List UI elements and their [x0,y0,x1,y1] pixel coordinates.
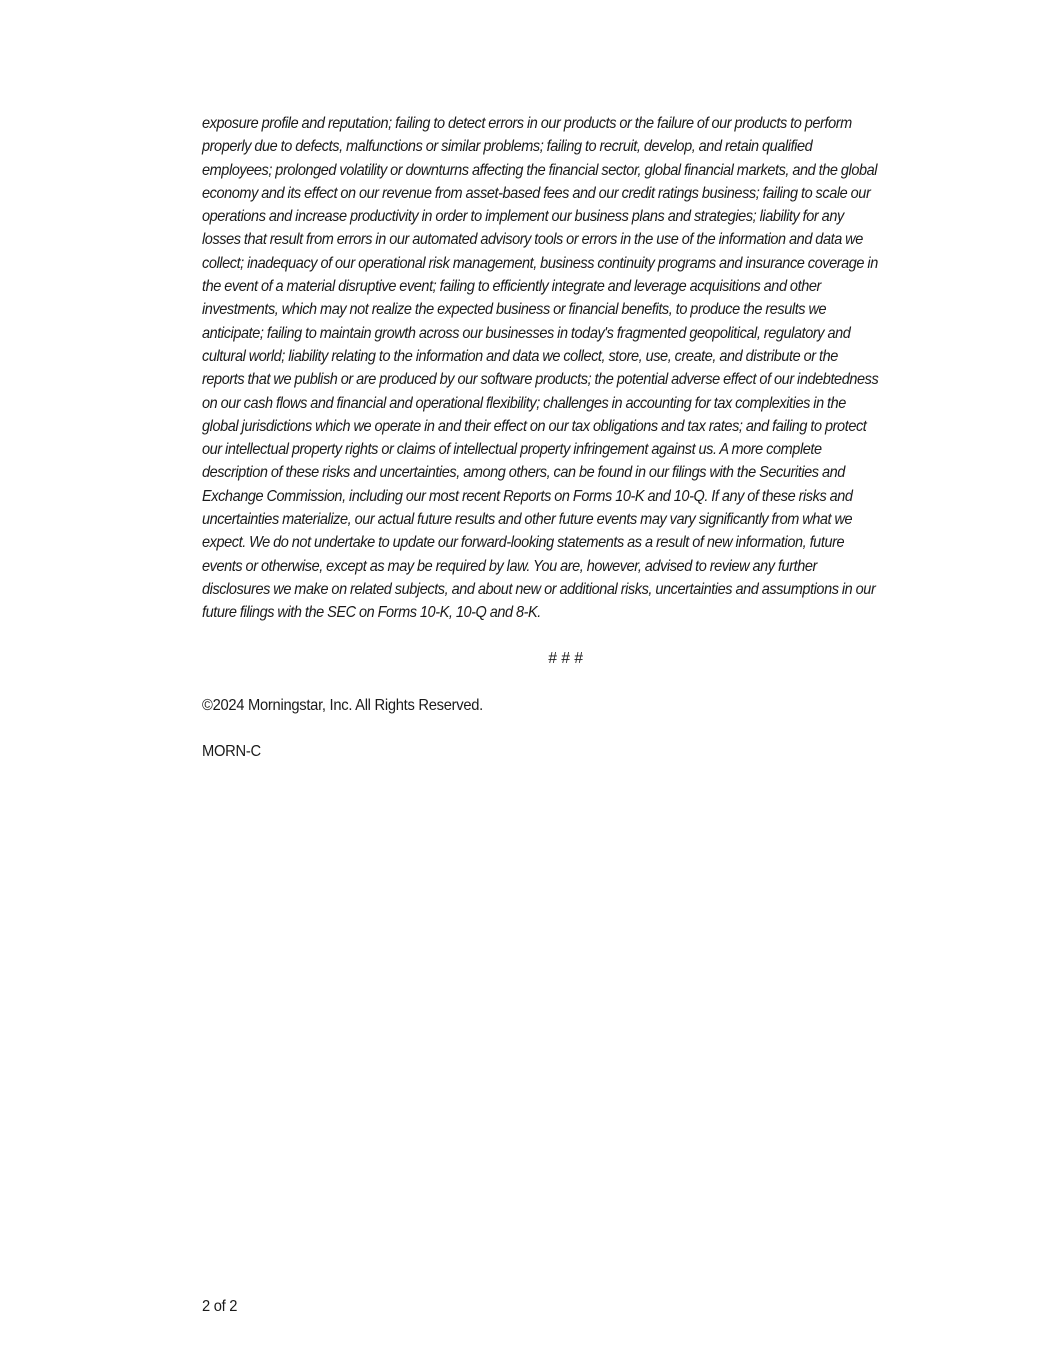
end-of-release-separator: # # # [548,650,583,667]
release-code: MORN-C [202,743,261,760]
copyright-notice: ©2024 Morningstar, Inc. All Rights Reserved. [202,697,483,714]
page-number: 2 of 2 [202,1298,238,1315]
forward-looking-statements-paragraph: exposure profile and reputation; failing to detect errors in our products or the failure of our products to perform properly due to defects, malfunctions or similar problems; failing to recruit, develop, and retain qualified employees; prolonged volatility or downturns affecting the financial sector, global financial markets, and the global economy and its effect on our revenue from asset-based fees and our credit ratings business; failing to scale our operations and increase productivity in order to implement our business plans and strategies; liability for any losses that result from errors in our automated advisory tools or errors in the use of the information and data we collect; inadequacy of our operational risk management, business continuity programs and insurance coverage in the event of a material disruptive event; failing to efficiently integrate and leverage acquisitions and other investments, which may not realize the expected business or financial benefits, to produce the results we anticipate; failing to maintain growth across our businesses in today's fragmented geopolitical, regulatory and cultural world; liability relating to the information and data we collect, store, use, create, and distribute or the reports that we publish or are produced by our software products; the potential adverse effect of our indebtedness on our cash flows and financial and operational flexibility; challenges in accounting for tax complexities in the global jurisdictions which we operate in and their effect on our tax obligations and tax rates; and failing to protect our intellectual property rights or claims of intellectual property infringement against us. A more complete description of these risks and uncertainties, among others, can be found in our filings with the Securities and Exchange Commission, including our most recent Reports on Forms 10-K and 10-Q. If any of these risks and uncertainties materialize, our actual future results and other future events may vary significantly from what we expect. We do not undertake to update our forward-looking statements as a result of new information, future events or otherwise, except as may be required by law. You are, however, advised to review any further disclosures we make on related subjects, and about new or additional risks, uncertainties and assumptions in our future filings with the SEC on Forms 10-K, 10-Q and 8-K. [202,115,879,622]
